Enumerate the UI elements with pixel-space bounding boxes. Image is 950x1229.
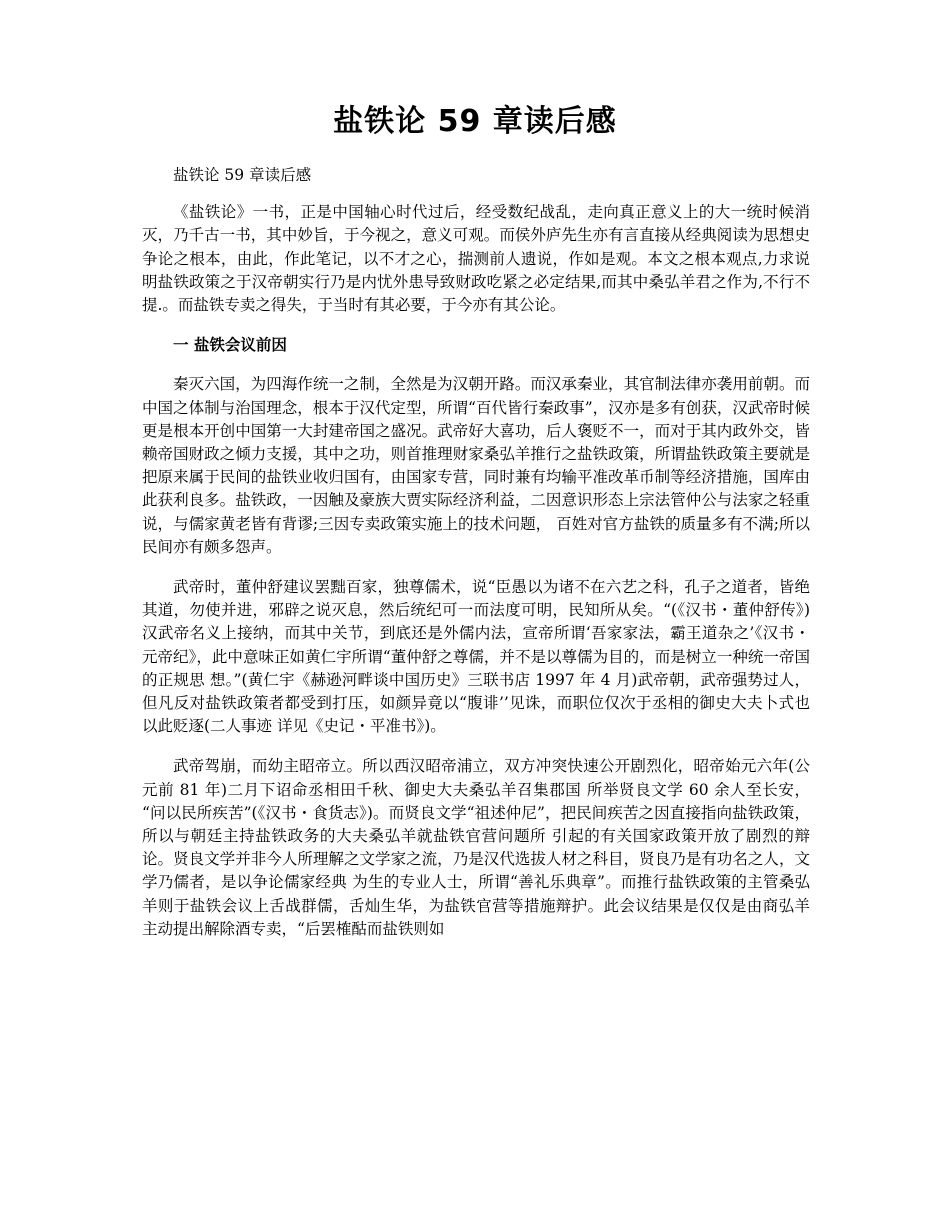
document-title: 盐铁论 59 章读后感 <box>333 104 617 140</box>
section-paragraph-2: 武帝时，董仲舒建议罢黜百家，独尊儒术，说“臣愚以为诸不在六艺之科，孔子之道者，皆绝其道，勿使并进，邪辟之说灭息，然后统纪可一而法度可明，民知所从矣。“(《汉书・董仲舒传》)汉武帝名义上接纳，而其中关节，到底还是外儒内法，宣帝所谓‘吾家家法，霸王道杂之’《汉书・元帝纪》，此中意味正如黄仁宇所谓“董仲舒之尊儒，并不是以尊儒为目的，而是树立一种统一帝国的正规思 想。”(黄仁宇《赫逊河畔谈中国历史》三联书店 1997 年 4 月)武帝朝，武帝强势过人，但凡反对盐铁政策者都受到打压，如颜异竟以“腹诽’’见诛，而职位仅次于丞相的御史大夫卜式也以此贬逐(二人事迹 详见《史记・平准书》)。 <box>142 578 810 736</box>
document-subtitle: 盐铁论 59 章读后感 <box>173 166 312 184</box>
section-paragraph-3: 武帝驾崩，而幼主昭帝立。所以西汉昭帝浦立，双方冲突快速公开剧烈化，昭帝始元六年(公元前 81 年)二月下诏命丞相田千秋、御史大夫桑弘羊召集郡国 所举贤良文学 60 余人至长安， “问以民所疾苦”(《汉书・食货志》)。而贤良文学“祖述仲尼”，把民间疾苦之因直接指向盐铁政策，所以与朝廷主持盐铁政务的大夫桑弘羊就盐铁官营问题所 引起的有关国家政策开放了剧烈的辩论。贤良文学并非今人所理解之文学家之流，乃是汉代选拔人材之科目，贤良乃是有功名之人，文学乃儒者，是以争论儒家经典 为生的专业人士，所谓“善礼乐典章”。而推行盐铁政策的主管桑弘羊则于盐铁会议上舌战群儒，舌灿生华，为盐铁官营等措施辩护。此会议结果是仅仅是由商弘羊 主动提出解除酒专卖，“后罢榷酤而盐铁则如 <box>142 757 810 938</box>
document-body <box>142 164 810 958</box>
section-paragraph-1: 秦灭六国，为四海作统一之制，全然是为汉朝开路。而汉承秦业，其官制法律亦袭用前朝。而中国之体制与治国理念，根本于汉代定型，所谓“百代皆行秦政事”，汉亦是多有创获，汉武帝时候更是根本开创中国第一大封建帝国之盛况。武帝好大喜功，后人褒贬不一，而对于其内政外交，皆赖帝国财政之倾力支援，其中之功，则首推理财家桑弘羊推行之盐铁政策，所谓盐铁政策主要就是把原来属于民间的盐铁业收归国有，由国家专营，同时兼有均输平准改革币制等经济措施，国库由此获利良多。盐铁政，一因触及豪族大贾实际经济利益，二因意识形态上宗法管仲公与法家之轻重说，与儒家黄老皆有背谬;三因专卖政策实施上的技术问题， 百姓对官方盐铁的质量多有不满;所以民间亦有颇多怨声。 <box>142 375 810 556</box>
intro-paragraph: 《盐铁论》一书，正是中国轴心时代过后，经受数纪战乱，走向真正意义上的大一统时候消灭，乃千古一书，其中妙旨，于今视之，意义可观。而侯外庐先生亦有言直接从经典阅读为思想史争论之根本，由此，作此笔记，以不才之心，揣测前人遗说，作如是观。本文之根本观点,力求说明盐铁政策之于汉帝朝实行乃是内忧外患导致财政吃紧之必定结果,而其中桑弘羊君之作为,不行不提.。而盐铁专卖之得失，于当时有其必要，于今亦有其公论。 <box>142 203 810 315</box>
section-heading: 一 盐铁会议前因 <box>173 336 287 355</box>
